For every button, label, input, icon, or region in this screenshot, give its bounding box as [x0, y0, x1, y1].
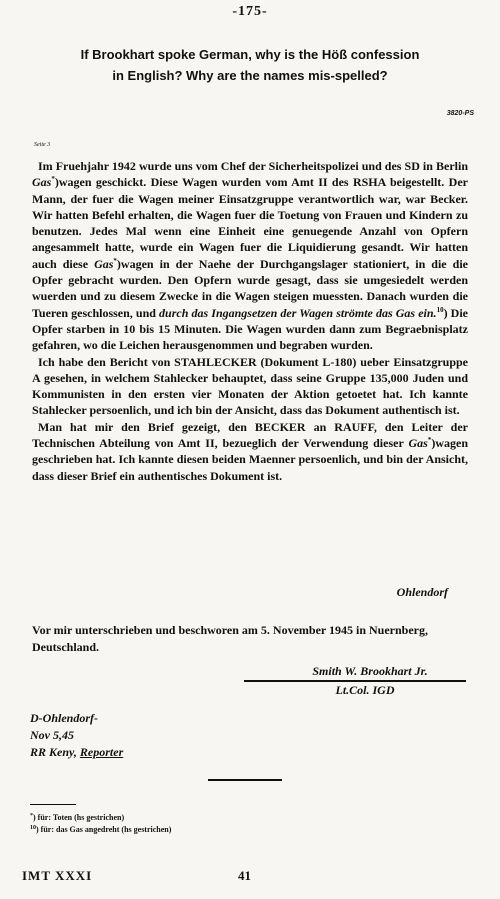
page-marker: Seite 3 — [34, 142, 51, 148]
signature-rank: Lt.Col. IGD — [335, 683, 395, 697]
document-body — [32, 158, 468, 484]
page-number: -175- — [232, 4, 268, 19]
heading-line-2: in English? Why are the names mis-spelled? — [112, 68, 388, 83]
reporter-line-3: RR Keny, Reporter — [30, 745, 124, 759]
footnote-2: $^{10}$) für: das Gas angedreht (hs gestrichen) — [30, 825, 172, 834]
footnote-1: *) für: Toten (hs gestrichen) — [30, 813, 125, 822]
footer-page-number: 41 — [238, 868, 251, 883]
footnotes — [30, 812, 171, 836]
document-code: 3820-PS — [446, 110, 474, 117]
separator-rule — [208, 779, 282, 781]
signature-ohlendorf: Ohlendorf — [396, 585, 448, 599]
signature-brookhart: Smith W. Brookhart Jr. — [312, 664, 428, 678]
signature-line — [244, 680, 466, 682]
heading-line-1: If Brookhart spoke German, why is the Höß confession — [80, 47, 420, 62]
paragraph-2: Ich habe den Bericht von STAHLECKER (Dokument L-180) ueber Einsatzgruppe A gesehen, in welchem Stahlecker behauptet, dass seine Gruppe 135,000 Juden und Kommunisten in den ersten vier Monaten der Aktion getoetet hat. Ich kannte Stahlecker persoenlich, und ich bin der Ansicht, dass das Dokument authentisch ist. — [32, 354, 468, 418]
footnote-rule — [30, 804, 76, 805]
paragraph-3: Man hat mir den Brief gezeigt, den BECKER an RAUFF, den Leiter der Technischen Abteilung von Amt II, bezueglich der Verwendung dieser Gas*)wagen geschrieben hat. Ich kannte diesen beiden Maenner persoenlich, und bin der Ansicht, dass dieser Brief ein authentisches Dokument ist. — [32, 419, 468, 483]
reporter-line-2: Nov 5,45 — [30, 728, 74, 742]
reporter-line-1: D-Ohlendorf- — [30, 711, 98, 725]
reporter-block — [30, 710, 123, 761]
page-heading — [60, 44, 440, 86]
footer-volume: IMT XXXI — [22, 868, 93, 883]
paragraph-1: Im Fruehjahr 1942 wurde uns vom Chef der Sicherheitspolizei und des SD in Berlin Gas*)wagen geschickt. Diese Wagen wurden vom Amt II des RSHA beigestellt. Der Mann, der fuer die Wagen meiner Einsatzgruppe verantwortlich war, war Becker. Wir hatten Befehl erhalten, die Wagen fuer die Toetung von Frauen und Kindern zu benutzen. Jedes Mal wenn eine Einheit eine genuegende Anzahl von Opfern angesammelt hatte, wurde ein Wagen fuer die Liquidierung gesandt. Wir hatten auch diese Gas*)wagen in der Naehe der Durchgangslager stationiert, in die die Opfer gebracht wurden. Den Opfern wurde gesagt, dass sie umgesiedelt werden wuerden und zu diesem Zwecke in die Wagen steigen muessten. Danach wurden die Tueren geschlossen, und durch das Ingangsetzen der Wagen strömte das Gas ein.$^{10}$) Die Opfer starben in 10 bis 15 Minuten. Die Wagen wurden dann zum Begraebnisplatz gefahren, wo die Leichen herausgenommen und begraben wurden. — [32, 159, 468, 353]
sworn-statement: Vor mir unterschrieben und beschworen am 5. November 1945 in Nuernberg, Deutschland. — [32, 623, 428, 654]
